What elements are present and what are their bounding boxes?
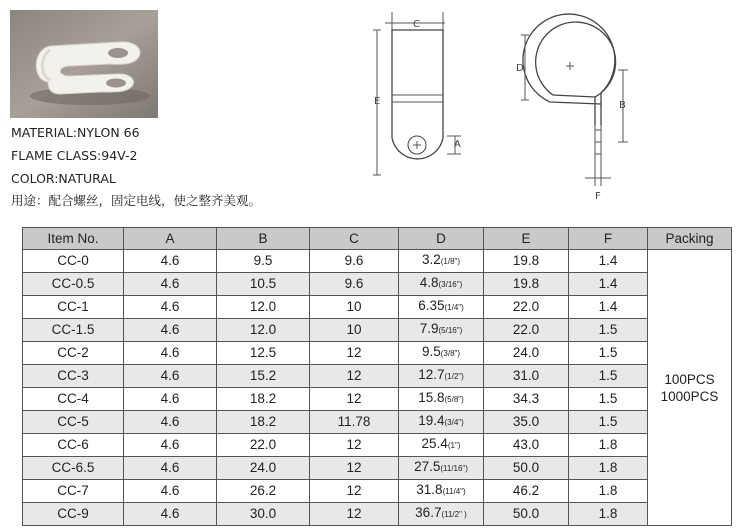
d-cell bbox=[399, 365, 484, 388]
d-cell bbox=[399, 388, 484, 411]
a-cell: 4.6 bbox=[124, 480, 217, 503]
usage-spec: 用途：配合螺丝，固定电线，使之整齐美观。 bbox=[11, 193, 262, 208]
item-no-cell: CC-9 bbox=[23, 503, 124, 526]
technical-drawing bbox=[355, 0, 645, 210]
c-cell: 12 bbox=[310, 365, 399, 388]
a-cell: 4.6 bbox=[124, 250, 217, 273]
e-cell: 50.0 bbox=[484, 457, 569, 480]
d-fraction: (5/8") bbox=[444, 395, 464, 404]
e-cell: 43.0 bbox=[484, 434, 569, 457]
dim-label-c: C bbox=[413, 19, 420, 30]
item-no-cell: CC-0.5 bbox=[23, 273, 124, 296]
b-cell: 24.0 bbox=[217, 457, 310, 480]
column-header: F bbox=[569, 228, 648, 250]
table-row bbox=[23, 503, 732, 526]
d-fraction: (1/8") bbox=[440, 257, 461, 266]
c-cell: 10 bbox=[310, 296, 399, 319]
product-photo bbox=[10, 10, 158, 118]
f-cell: 1.4 bbox=[569, 250, 648, 273]
d-value: 9.5 bbox=[421, 344, 441, 359]
d-fraction: (11/16") bbox=[440, 464, 468, 473]
a-cell: 4.6 bbox=[124, 411, 217, 434]
f-cell: 1.5 bbox=[569, 411, 648, 434]
spec-table bbox=[22, 227, 732, 526]
d-fraction: (5/16") bbox=[438, 326, 463, 335]
table-row bbox=[23, 388, 732, 411]
column-header: Packing bbox=[648, 228, 732, 250]
d-cell bbox=[399, 319, 484, 342]
d-fraction: (1/2") bbox=[444, 372, 464, 381]
item-no-cell: CC-7 bbox=[23, 480, 124, 503]
table-header-row bbox=[23, 228, 732, 250]
a-cell: 4.6 bbox=[124, 296, 217, 319]
column-header: A bbox=[124, 228, 217, 250]
d-fraction: (1/4") bbox=[444, 303, 464, 312]
f-cell: 1.8 bbox=[569, 434, 648, 457]
b-cell: 9.5 bbox=[217, 250, 310, 273]
f-cell: 1.5 bbox=[569, 365, 648, 388]
e-cell: 46.2 bbox=[484, 480, 569, 503]
column-header: B bbox=[217, 228, 310, 250]
material-spec: MATERIAL:NYLON 66 bbox=[11, 125, 140, 140]
a-cell: 4.6 bbox=[124, 388, 217, 411]
d-value: 19.4 bbox=[418, 413, 445, 428]
table-row bbox=[23, 342, 732, 365]
f-cell: 1.8 bbox=[569, 457, 648, 480]
d-fraction: (11/2" ) bbox=[441, 510, 467, 519]
flame-class-spec: FLAME CLASS:94V-2 bbox=[11, 148, 138, 163]
item-no-cell: CC-3 bbox=[23, 365, 124, 388]
a-cell: 4.6 bbox=[124, 457, 217, 480]
item-no-cell: CC-4 bbox=[23, 388, 124, 411]
table-row bbox=[23, 480, 732, 503]
d-value: 6.35 bbox=[418, 298, 445, 313]
packing-line-2: 1000PCS bbox=[660, 388, 719, 404]
e-cell: 31.0 bbox=[484, 365, 569, 388]
d-fraction: (3/4") bbox=[444, 418, 464, 427]
d-cell bbox=[399, 273, 484, 296]
table-row bbox=[23, 365, 732, 388]
d-cell bbox=[399, 480, 484, 503]
b-cell: 30.0 bbox=[217, 503, 310, 526]
c-cell: 9.6 bbox=[310, 273, 399, 296]
a-cell: 4.6 bbox=[124, 319, 217, 342]
f-cell: 1.4 bbox=[569, 273, 648, 296]
a-cell: 4.6 bbox=[124, 273, 217, 296]
d-cell bbox=[399, 250, 484, 273]
a-cell: 4.6 bbox=[124, 342, 217, 365]
d-value: 4.8 bbox=[419, 275, 439, 290]
e-cell: 24.0 bbox=[484, 342, 569, 365]
b-cell: 10.5 bbox=[217, 273, 310, 296]
e-cell: 19.8 bbox=[484, 250, 569, 273]
d-value: 12.7 bbox=[418, 367, 445, 382]
b-cell: 12.5 bbox=[217, 342, 310, 365]
f-cell: 1.5 bbox=[569, 388, 648, 411]
e-cell: 22.0 bbox=[484, 319, 569, 342]
c-cell: 12 bbox=[310, 457, 399, 480]
table-row bbox=[23, 273, 732, 296]
b-cell: 18.2 bbox=[217, 388, 310, 411]
column-header: C bbox=[310, 228, 399, 250]
f-cell: 1.5 bbox=[569, 342, 648, 365]
e-cell: 50.0 bbox=[484, 503, 569, 526]
c-cell: 12 bbox=[310, 480, 399, 503]
f-cell: 1.4 bbox=[569, 296, 648, 319]
b-cell: 12.0 bbox=[217, 296, 310, 319]
d-fraction: (1") bbox=[447, 441, 461, 450]
d-cell bbox=[399, 411, 484, 434]
d-cell bbox=[399, 457, 484, 480]
e-cell: 22.0 bbox=[484, 296, 569, 319]
d-value: 3.2 bbox=[421, 252, 441, 267]
item-no-cell: CC-2 bbox=[23, 342, 124, 365]
item-no-cell: CC-0 bbox=[23, 250, 124, 273]
b-cell: 22.0 bbox=[217, 434, 310, 457]
column-header: Item No. bbox=[23, 228, 124, 250]
b-cell: 26.2 bbox=[217, 480, 310, 503]
d-fraction: (3/8") bbox=[440, 349, 461, 358]
table-row bbox=[23, 457, 732, 480]
d-cell bbox=[399, 296, 484, 319]
e-cell: 35.0 bbox=[484, 411, 569, 434]
table-row bbox=[23, 434, 732, 457]
d-value: 31.8 bbox=[416, 482, 443, 497]
table-row bbox=[23, 250, 732, 273]
f-cell: 1.8 bbox=[569, 480, 648, 503]
column-header: D bbox=[399, 228, 484, 250]
d-fraction: (11/4") bbox=[442, 487, 466, 496]
dim-label-b: B bbox=[619, 100, 626, 111]
a-cell: 4.6 bbox=[124, 503, 217, 526]
d-value: 27.5 bbox=[414, 459, 441, 474]
a-cell: 4.6 bbox=[124, 365, 217, 388]
table-row bbox=[23, 411, 732, 434]
dim-label-f: F bbox=[595, 191, 601, 202]
b-cell: 15.2 bbox=[217, 365, 310, 388]
packing-cell bbox=[648, 250, 732, 526]
dim-label-d: D bbox=[516, 63, 524, 74]
e-cell: 19.8 bbox=[484, 273, 569, 296]
d-value: 36.7 bbox=[415, 505, 442, 520]
item-no-cell: CC-1 bbox=[23, 296, 124, 319]
d-fraction: (3/16") bbox=[438, 280, 463, 289]
c-cell: 12 bbox=[310, 388, 399, 411]
d-value: 15.8 bbox=[418, 390, 445, 405]
table-row bbox=[23, 319, 732, 342]
color-spec: COLOR:NATURAL bbox=[11, 171, 116, 186]
column-header: E bbox=[484, 228, 569, 250]
dim-label-e: E bbox=[374, 96, 381, 107]
item-no-cell: CC-6 bbox=[23, 434, 124, 457]
d-cell bbox=[399, 503, 484, 526]
d-value: 25.4 bbox=[421, 436, 448, 451]
c-cell: 9.6 bbox=[310, 250, 399, 273]
table-row bbox=[23, 296, 732, 319]
d-cell bbox=[399, 342, 484, 365]
d-cell bbox=[399, 434, 484, 457]
c-cell: 12 bbox=[310, 434, 399, 457]
d-value: 7.9 bbox=[419, 321, 439, 336]
c-cell: 12 bbox=[310, 342, 399, 365]
a-cell: 4.6 bbox=[124, 434, 217, 457]
dim-label-a: A bbox=[454, 139, 461, 150]
c-cell: 11.78 bbox=[310, 411, 399, 434]
b-cell: 12.0 bbox=[217, 319, 310, 342]
b-cell: 18.2 bbox=[217, 411, 310, 434]
item-no-cell: CC-6.5 bbox=[23, 457, 124, 480]
c-cell: 10 bbox=[310, 319, 399, 342]
f-cell: 1.8 bbox=[569, 503, 648, 526]
c-cell: 12 bbox=[310, 503, 399, 526]
packing-line-1: 100PCS bbox=[664, 371, 715, 387]
item-no-cell: CC-5 bbox=[23, 411, 124, 434]
e-cell: 34.3 bbox=[484, 388, 569, 411]
item-no-cell: CC-1.5 bbox=[23, 319, 124, 342]
f-cell: 1.5 bbox=[569, 319, 648, 342]
